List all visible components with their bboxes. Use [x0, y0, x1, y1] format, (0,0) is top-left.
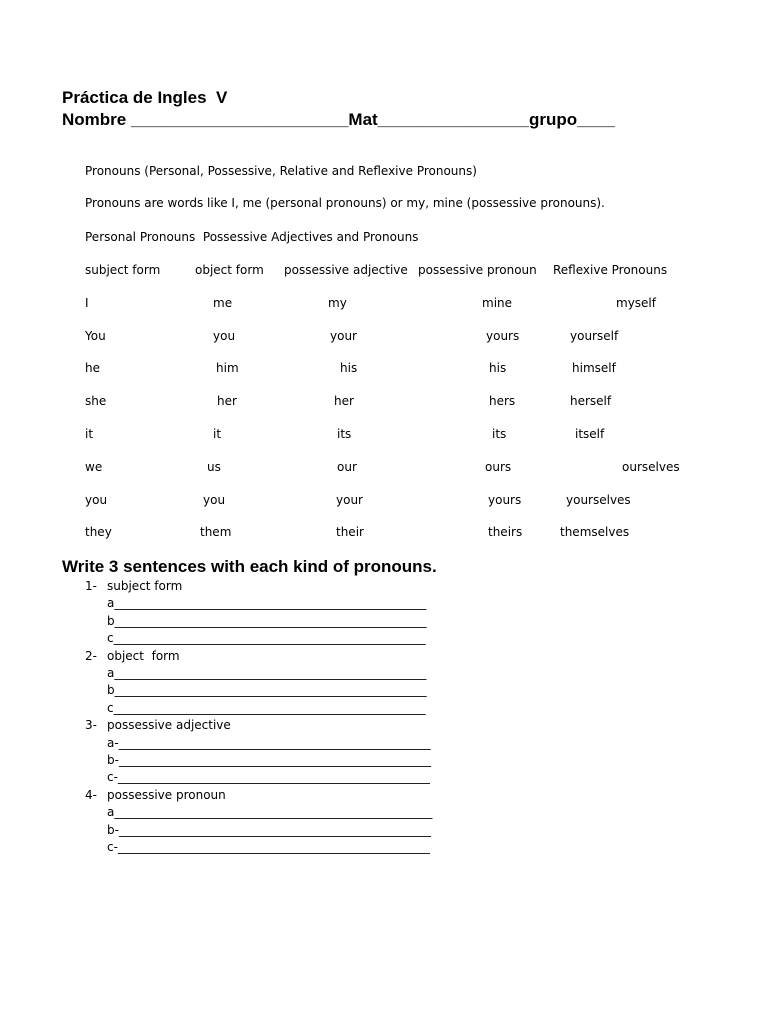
exercise-number: 3-	[85, 718, 97, 732]
table-cell: your	[330, 329, 357, 343]
exercise-label: object form	[107, 649, 180, 663]
table-cell: themselves	[560, 525, 630, 539]
table-cell: they	[85, 525, 112, 539]
answer-line[interactable]: b-____________________________________________________	[107, 823, 431, 837]
table-cell: us	[207, 460, 221, 474]
table-subheading: Personal Pronouns Possessive Adjectives and Pronouns	[85, 230, 419, 244]
table-cell: he	[85, 361, 100, 375]
answer-line[interactable]: c-____________________________________________________	[107, 840, 430, 854]
pronouns-definition: Pronouns are words like I, me (personal pronouns) or my, mine (possessive pronouns).	[85, 196, 605, 210]
table-cell: yourself	[570, 329, 619, 343]
worksheet-title: Práctica de Ingles V	[62, 88, 228, 107]
exercise-label: possessive adjective	[107, 718, 231, 732]
table-cell: yours	[486, 329, 520, 343]
table-cell: we	[85, 460, 103, 474]
exercise-number: 2-	[85, 649, 97, 663]
column-header: possessive adjective	[284, 263, 408, 277]
table-cell: yours	[488, 493, 522, 507]
exercise-label: possessive pronoun	[107, 788, 226, 802]
table-cell: hers	[489, 394, 516, 408]
table-cell: you	[85, 493, 108, 507]
column-header: subject form	[85, 263, 161, 277]
answer-line[interactable]: a____________________________________________________	[107, 596, 427, 610]
table-cell: her	[334, 394, 354, 408]
table-cell: you	[203, 493, 226, 507]
table-cell: our	[337, 460, 357, 474]
table-cell: mine	[482, 296, 513, 310]
table-cell: her	[217, 394, 237, 408]
table-cell: your	[336, 493, 363, 507]
table-cell: theirs	[488, 525, 523, 539]
table-cell: his	[340, 361, 358, 375]
table-cell: ours	[485, 460, 512, 474]
exercise-title: Write 3 sentences with each kind of pronouns.	[62, 557, 437, 576]
column-header: object form	[195, 263, 264, 277]
answer-line[interactable]: b____________________________________________________	[107, 683, 427, 697]
pronouns-heading: Pronouns (Personal, Possessive, Relative and Reflexive Pronouns)	[85, 164, 477, 178]
exercise-number: 4-	[85, 788, 97, 802]
answer-line[interactable]: c____________________________________________________	[107, 631, 426, 645]
table-cell: him	[216, 361, 239, 375]
exercise-number: 1-	[85, 579, 97, 593]
answer-line[interactable]: a____________________________________________________	[107, 666, 427, 680]
table-cell: himself	[572, 361, 616, 375]
table-cell: ourselves	[622, 460, 680, 474]
table-cell: his	[489, 361, 507, 375]
table-cell: their	[336, 525, 364, 539]
table-cell: its	[492, 427, 507, 441]
column-header: possessive pronoun	[418, 263, 537, 277]
name-mat-grupo-line: Nombre _______________________Mat________________grupo____	[62, 110, 615, 129]
answer-line[interactable]: a-____________________________________________________	[107, 736, 431, 750]
table-cell: myself	[616, 296, 656, 310]
table-cell: I	[85, 296, 89, 310]
table-cell: yourselves	[566, 493, 631, 507]
table-cell: You	[85, 329, 106, 343]
answer-line[interactable]: a_____________________________________________________	[107, 805, 433, 819]
table-cell: its	[337, 427, 352, 441]
table-cell: you	[213, 329, 236, 343]
table-cell: it	[213, 427, 222, 441]
table-cell: it	[85, 427, 94, 441]
answer-line[interactable]: c____________________________________________________	[107, 701, 426, 715]
table-cell: them	[200, 525, 232, 539]
table-cell: itself	[575, 427, 605, 441]
table-cell: she	[85, 394, 107, 408]
answer-line[interactable]: c-____________________________________________________	[107, 770, 430, 784]
column-header: Reflexive Pronouns	[553, 263, 668, 277]
answer-line[interactable]: b____________________________________________________	[107, 614, 427, 628]
table-cell: herself	[570, 394, 612, 408]
answer-line[interactable]: b-____________________________________________________	[107, 753, 431, 767]
exercise-label: subject form	[107, 579, 183, 593]
table-cell: my	[328, 296, 347, 310]
table-cell: me	[213, 296, 233, 310]
